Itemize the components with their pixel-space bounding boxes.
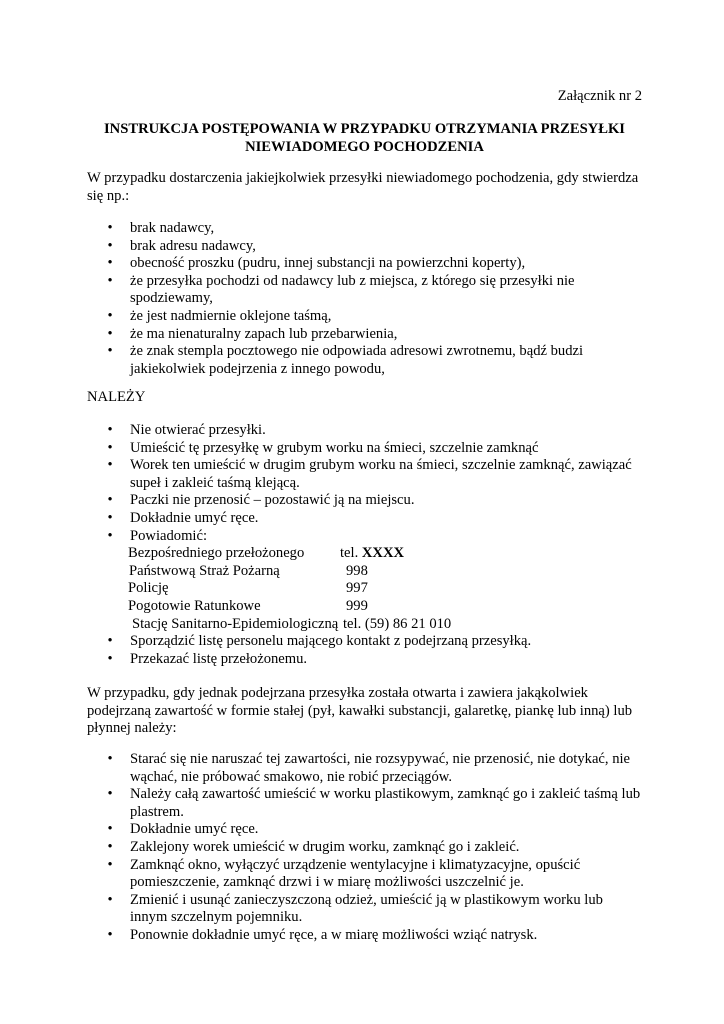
bullet-icon: • <box>107 255 113 272</box>
contact-row <box>128 616 642 634</box>
document-title <box>87 121 642 156</box>
list-item: • Powiadomić: <box>87 528 642 546</box>
list-item: • Zaklejony worek umieścić w drugim worku, zamknąć go i zakleić. <box>87 839 642 857</box>
list-item: • Dokładnie umyć ręce. <box>87 821 642 839</box>
contact-name: Bezpośredniego przełożonego <box>128 545 305 562</box>
contact-row <box>128 598 642 616</box>
contact-number: tel. XXXX <box>340 545 405 562</box>
actions-list <box>87 422 642 668</box>
list-item: • Worek ten umieścić w drugim grubym worku na śmieci, szczelnie zamknąć, zawiązać supeł i zakleić taśmą klejącą. <box>87 457 642 492</box>
contact-name: Państwową Straż Pożarną <box>129 562 280 579</box>
bullet-icon: • <box>107 786 113 803</box>
bullet-icon: • <box>107 527 113 544</box>
contact-row <box>128 545 642 563</box>
contact-row <box>128 563 642 581</box>
list-item: • brak nadawcy, <box>87 220 642 238</box>
bullet-icon: • <box>107 856 113 873</box>
contact-row <box>128 580 642 598</box>
opened-steps-list <box>87 751 642 945</box>
contact-name: Pogotowie Ratunkowe <box>128 597 261 614</box>
list-item: • brak adresu nadawcy, <box>87 238 642 256</box>
contact-number: 999 <box>346 597 368 614</box>
contact-number: 998 <box>346 562 368 579</box>
contact-number: 997 <box>346 580 368 597</box>
must-heading: NALEŻY <box>87 389 146 405</box>
list-item: • że jest nadmiernie oklejone taśmą, <box>87 308 642 326</box>
title-line-1: INSTRUKCJA POSTĘPOWANIA W PRZYPADKU OTRZYMANIA PRZESYŁKI <box>104 121 625 137</box>
contact-name: Policję <box>128 580 169 597</box>
bullet-icon: • <box>107 650 113 667</box>
bullet-icon: • <box>107 509 113 526</box>
list-item: • Należy całą zawartość umieścić w worku plastikowym, zamknąć go i zakleić taśmą lub plastrem. <box>87 786 642 821</box>
title-line-2: NIEWIADOMEGO POCHODZENIA <box>245 138 484 155</box>
bullet-icon: • <box>107 633 113 650</box>
bullet-icon: • <box>107 891 113 908</box>
list-item: • obecność proszku (pudru, innej substancji na powierzchni koperty), <box>87 255 642 273</box>
list-item: • Paczki nie przenosić – pozostawić ją na miejscu. <box>87 492 642 510</box>
bullet-icon: • <box>107 821 113 838</box>
bullet-icon: • <box>107 439 113 456</box>
bullet-icon: • <box>107 751 113 767</box>
list-item: • Dokładnie umyć ręce. <box>87 510 642 528</box>
intro-paragraph: W przypadku dostarczenia jakiejkolwiek przesyłki niewiadomego pochodzenia, gdy stwierdza się np.: <box>87 170 639 204</box>
list-item: • że znak stempla pocztowego nie odpowiada adresowi zwrotnemu, bądź budzi jakiekolwiek podejrzenia z innego powodu, <box>87 343 642 378</box>
contacts-block <box>87 545 642 633</box>
bullet-icon: • <box>107 457 113 474</box>
bullet-icon: • <box>107 343 113 360</box>
bullet-icon: • <box>107 492 113 509</box>
list-item: • Starać się nie naruszać tej zawartości, nie rozsypywać, nie przenosić, nie dotykać, nie wąchać, nie próbować smakowo, nie robić przeciągów. <box>87 751 642 786</box>
bullet-icon: • <box>107 272 113 289</box>
list-item: • Zmienić i usunąć zanieczyszczoną odzież, umieścić ją w plastikowym worku lub innym szczelnym pojemniku. <box>87 892 642 927</box>
bullet-icon: • <box>107 220 113 236</box>
bullet-icon: • <box>107 926 113 943</box>
contact-name: Stację Sanitarno-Epidemiologiczną <box>132 615 339 632</box>
signs-list <box>87 220 642 378</box>
annex-number: Załącznik nr 2 <box>557 88 642 104</box>
list-item: • Zamknąć okno, wyłączyć urządzenie wentylacyjne i klimatyzacyjne, opuścić pomieszczenie, zamknąć drzwi i w miarę możliwości uszczelnić je. <box>87 857 642 892</box>
bullet-icon: • <box>107 237 113 254</box>
contact-number: tel. (59) 86 21 010 <box>343 615 452 632</box>
list-item: • Sporządzić listę personelu mającego kontakt z podejrzaną przesyłką. <box>87 633 642 651</box>
list-item: • Ponownie dokładnie umyć ręce, a w miarę możliwości wziąć natrysk. <box>87 927 642 945</box>
list-item: • Umieścić tę przesyłkę w grubym worku na śmieci, szczelnie zamknąć <box>87 440 642 458</box>
list-item: • Przekazać listę przełożonemu. <box>87 651 642 669</box>
bullet-icon: • <box>107 325 113 342</box>
list-item: • że ma nienaturalny zapach lub przebarwienia, <box>87 326 642 344</box>
bullet-icon: • <box>107 838 113 855</box>
bullet-icon: • <box>107 307 113 324</box>
list-item: • Nie otwierać przesyłki. <box>87 422 642 440</box>
opened-intro-paragraph: W przypadku, gdy jednak podejrzana przesyłka została otwarta i zawiera jakąkolwiek podejrzaną zawartość w formie stałej (pył, kawałki substancji, galaretkę, piankę lub inną) lub płynnej należy: <box>87 685 633 737</box>
contacts-table <box>87 545 642 633</box>
bullet-icon: • <box>107 422 113 438</box>
list-item: • że przesyłka pochodzi od nadawcy lub z miejsca, z którego się przesyłki nie spodziewamy, <box>87 273 642 308</box>
